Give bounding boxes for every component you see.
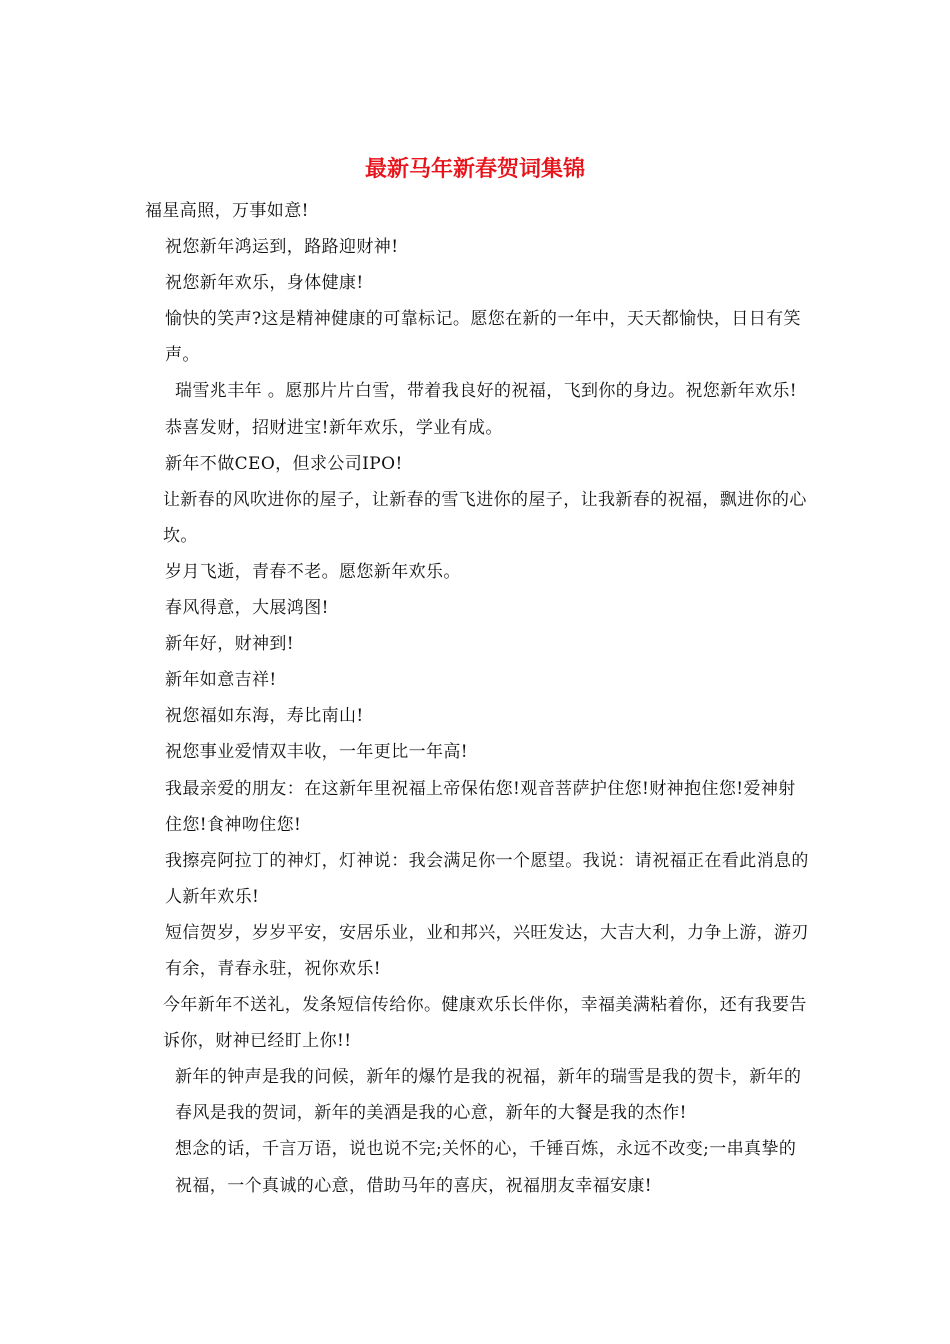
document-title: 最新马年新春贺词集锦 (364, 156, 585, 182)
paragraph: 我最亲爱的朋友：在这新年里祝福上帝保佑您!观音菩萨护住您!财神抱住您!爱神射住您!食神吻住您! (165, 778, 796, 835)
paragraph: 想念的话，千言万语，说也说不完;关怀的心，千锤百炼，永远不改变;一串真挚的祝福，一个真诚的心意，借助马年的喜庆，祝福朋友幸福安康! (175, 1139, 797, 1196)
paragraph: 春风得意，大展鸿图! (165, 598, 329, 619)
paragraph: 祝您新年鸿运到，路路迎财神! (165, 237, 399, 258)
paragraph: 祝您福如东海，寿比南山! (165, 706, 364, 727)
paragraph: 福星高照，万事如意! (145, 201, 309, 221)
paragraph: 新年的钟声是我的问候，新年的爆竹是我的祝福，新年的瑞雪是我的贺卡，新年的春风是我的贺词，新年的美酒是我的心意，新年的大餐是我的杰作! (175, 1067, 802, 1124)
paragraph: 新年不做CEO，但求公司IPO! (165, 453, 403, 474)
paragraph: 新年如意吉祥! (165, 670, 277, 691)
paragraph: 让新春的风吹进你的屋子，让新春的雪飞进你的屋子，让我新春的祝福，飘进你的心坎。 (163, 489, 807, 546)
paragraph: 岁月飞逝，青春不老。愿您新年欢乐。 (165, 561, 461, 582)
paragraph: 瑞雪兆丰年 。愿那片片白雪，带着我良好的祝福，飞到你的身边。祝您新年欢乐! (175, 381, 798, 402)
paragraph: 我擦亮阿拉丁的神灯，灯神说：我会满足你一个愿望。我说：请祝福正在看此消息的人新年欢乐! (165, 850, 809, 907)
paragraph: 恭喜发财，招财进宝!新年欢乐，学业有成。 (165, 417, 503, 438)
paragraph: 祝您新年欢乐，身体健康! (165, 273, 364, 294)
document-body (145, 193, 810, 1204)
paragraph: 祝您事业爱情双丰收，一年更比一年高! (165, 742, 469, 763)
paragraph: 愉快的笑声?这是精神健康的可靠标记。愿您在新的一年中，天天都愉快，日日有笑声。 (165, 309, 801, 366)
paragraph: 短信贺岁，岁岁平安，安居乐业，业和邦兴，兴旺发达，大吉大利，力争上游，游刃有余，青春永驻，祝你欢乐! (165, 922, 809, 979)
paragraph: 今年新年不送礼，发条短信传给你。健康欢乐长伴你，幸福美满粘着你，还有我要告诉你，财神已经盯上你!! (163, 995, 807, 1052)
paragraph: 新年好，财神到! (165, 634, 295, 655)
